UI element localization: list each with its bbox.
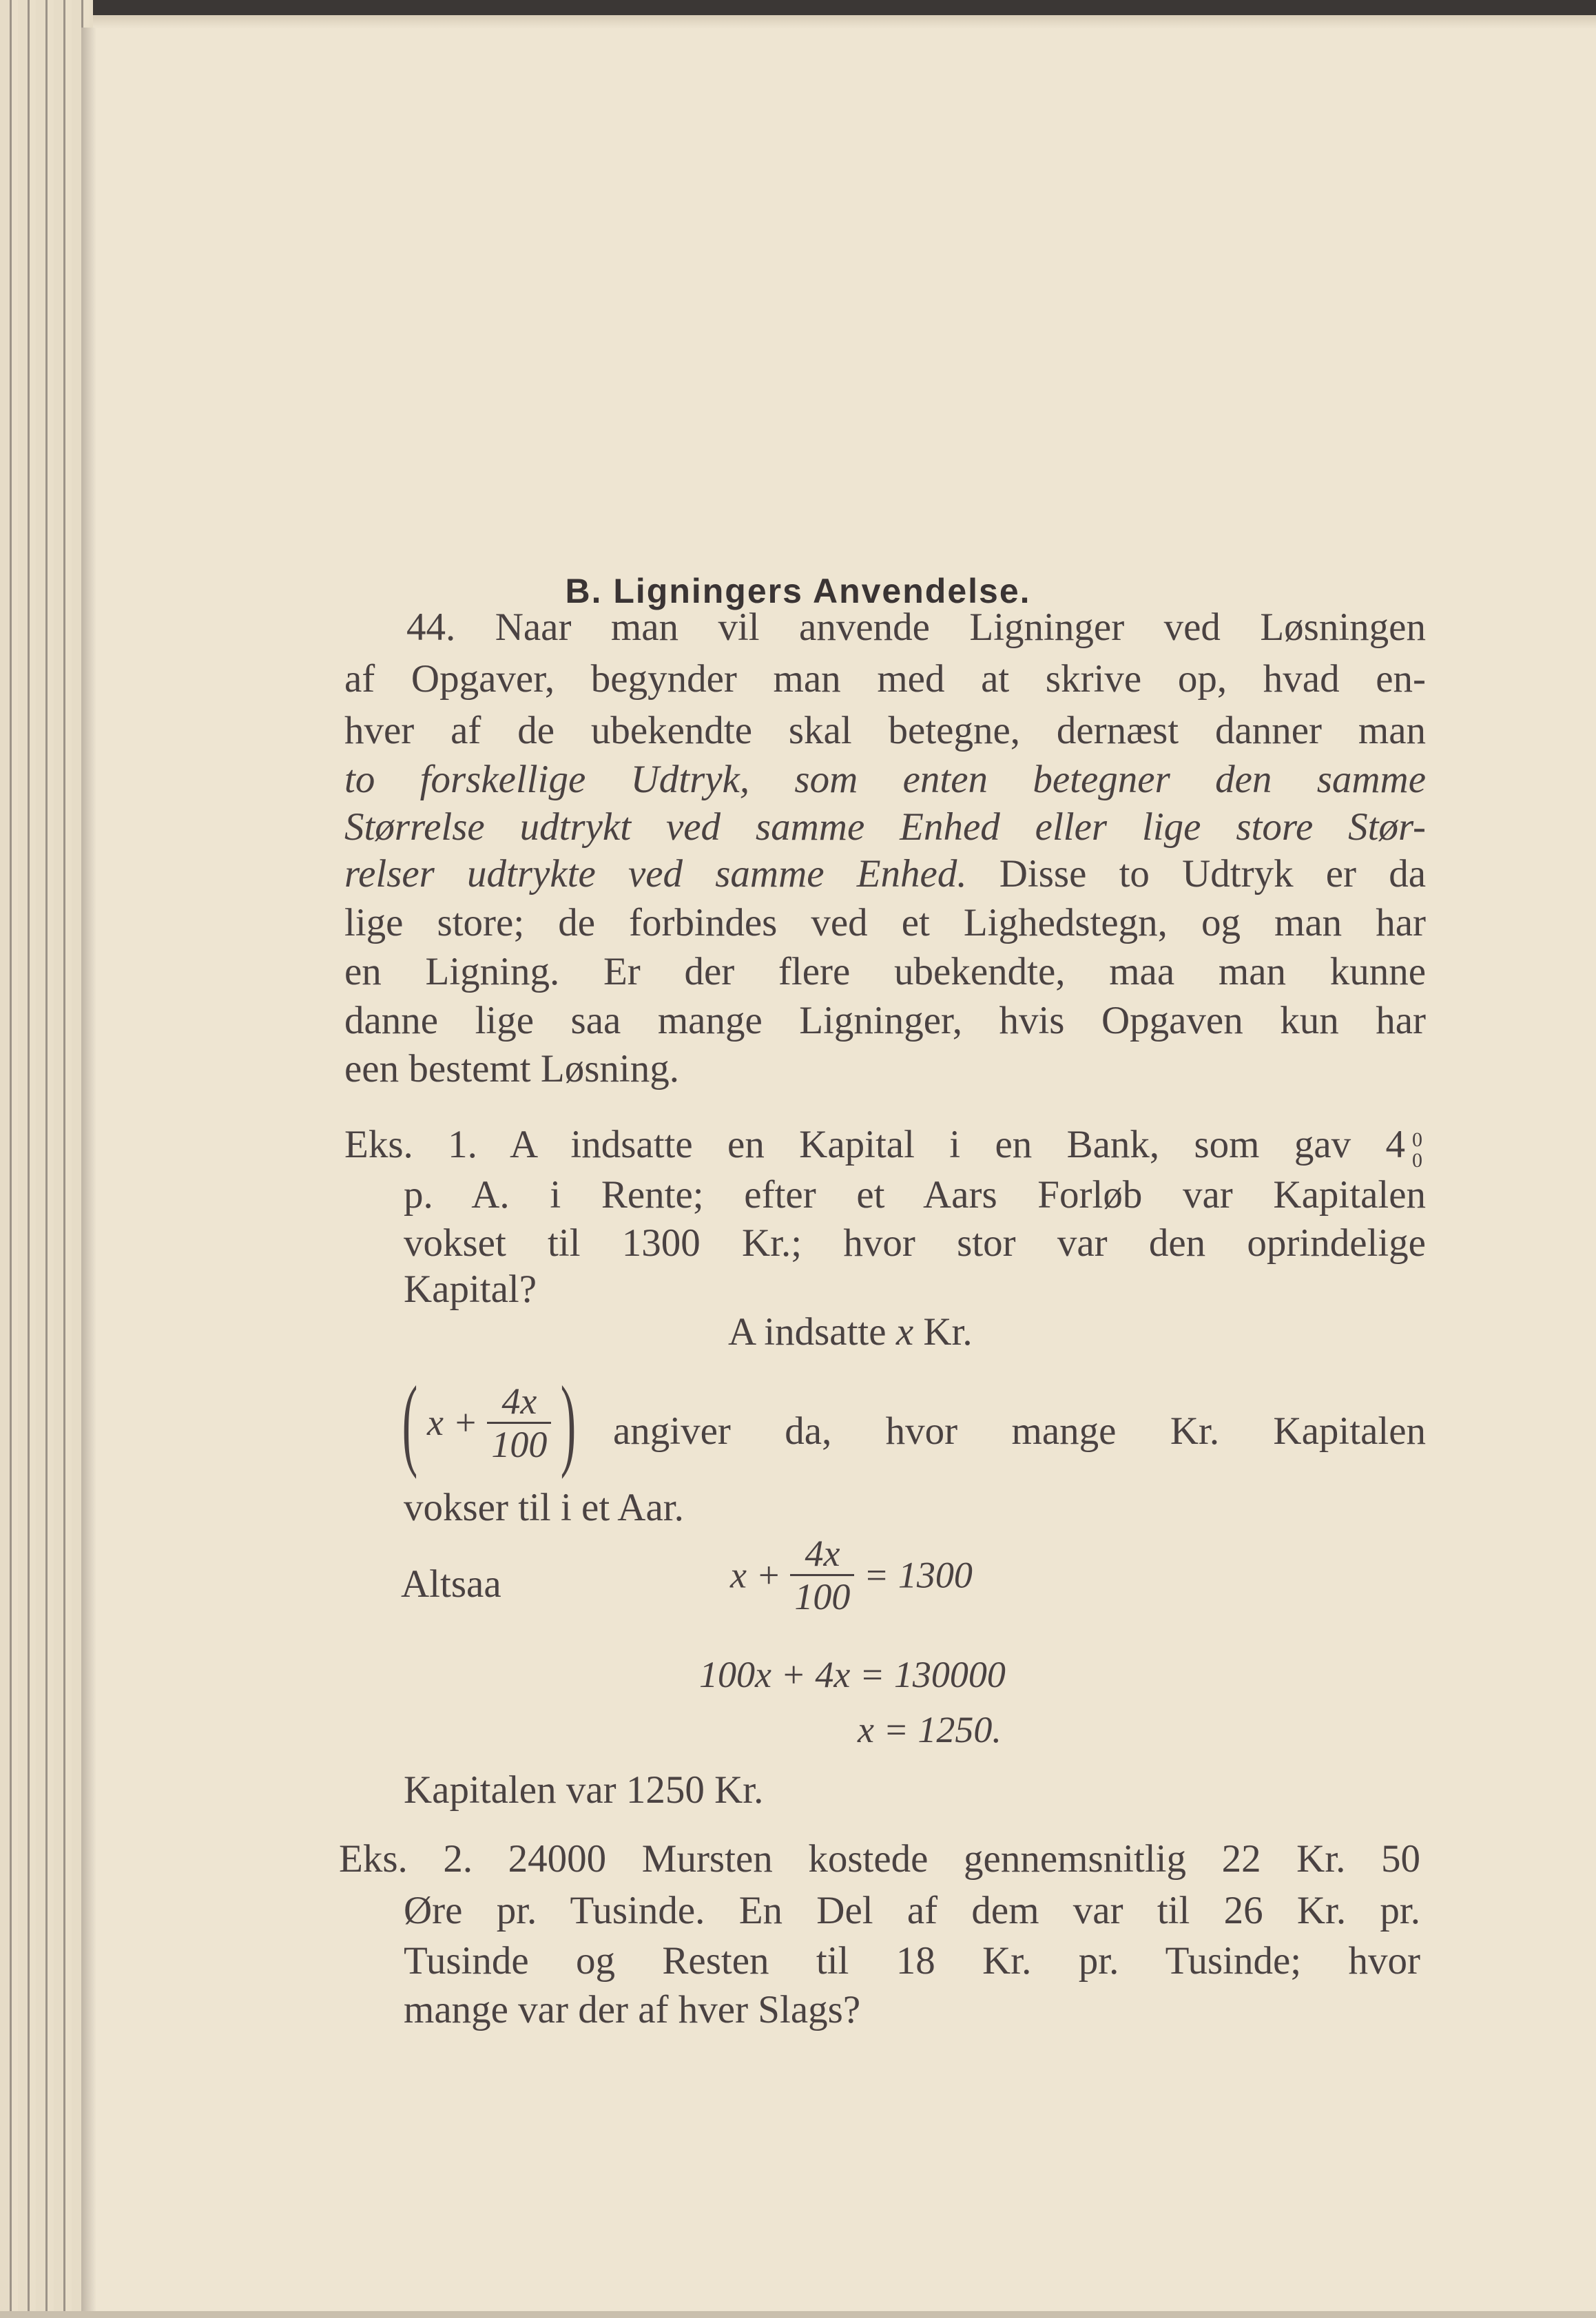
assumption-pre: A indsatte xyxy=(728,1310,896,1354)
text: en Ligning. Er der flere ubekendte, maa man kunne xyxy=(344,950,1426,993)
text: 44. Naar man vil anvende Ligninger ved Løsningen xyxy=(406,606,1426,649)
text: danne lige saa mange Ligninger, hvis Opgaven kun har xyxy=(344,999,1426,1042)
expression-parenthesized xyxy=(393,1365,585,1480)
text: lige store; de forbindes ved et Lighedstegn, og man har xyxy=(344,901,1426,944)
scan-top-border xyxy=(0,0,1596,15)
assumption-post: Kr. xyxy=(913,1310,973,1354)
left-paren: ( xyxy=(402,1365,418,1480)
paragraph-line xyxy=(344,996,1426,1046)
percent-bottom: 0 xyxy=(1412,1149,1422,1172)
eks1-line-4: Kapital? xyxy=(404,1267,537,1311)
assumption-var: x xyxy=(895,1310,914,1354)
paragraph-line xyxy=(406,603,1426,652)
eq1-den: 100 xyxy=(794,1576,851,1617)
eq1-num: 4x xyxy=(790,1533,854,1576)
page-top-shadow xyxy=(0,15,1596,29)
expr-text: angiver da, hvor mange Kr. Kapitalen xyxy=(613,1409,1426,1453)
text: een bestemt Løsning. xyxy=(344,1047,679,1090)
equation-3: x = 1250. xyxy=(858,1709,1002,1750)
italic-text: Størrelse udtrykt ved samme Enhed eller lige store Stør- xyxy=(344,805,1426,849)
italic-text: relser udtrykte ved samme Enhed. xyxy=(344,852,967,896)
expr-x: x + xyxy=(426,1402,478,1443)
eks2-line-3: Tusinde og Resten til 18 Kr. pr. Tusinde; hvor xyxy=(404,1939,1420,1983)
eq1-left: x + xyxy=(730,1554,781,1596)
eks2-line-4: mange var der af hver Slags? xyxy=(404,1988,861,2031)
eks2-line-1: Eks. 2. 24000 Mursten kostede gennemsnitlig 22 Kr. 50 xyxy=(339,1837,1420,1881)
text: hver af de ubekendte skal betegne, dernæst danner man xyxy=(344,709,1426,752)
paragraph-line xyxy=(344,849,1426,899)
paragraph-line xyxy=(344,755,1426,805)
eks1-line-2: p. A. i Rente; efter et Aars Forløb var Kapitalen xyxy=(404,1173,1426,1217)
eks1-line-1 xyxy=(344,1120,1405,1170)
eq1-fraction xyxy=(790,1533,854,1617)
text: Disse to Udtryk er da xyxy=(966,852,1426,896)
paragraph-line xyxy=(344,898,1426,948)
eq1-right: = 1300 xyxy=(863,1554,973,1596)
percent-top: 0 xyxy=(1412,1128,1422,1151)
italic-text: to forskellige Udtryk, som enten betegner den samme xyxy=(344,758,1426,801)
right-paren: ) xyxy=(561,1365,577,1480)
text: af Opgaver, begynder man med at skrive op, hvad en- xyxy=(344,657,1426,701)
page-bottom-edge xyxy=(0,2311,1596,2318)
paragraph-line xyxy=(344,654,1426,704)
page-gutter-shadow xyxy=(81,28,96,2318)
paragraph-line xyxy=(344,947,1426,997)
percent-sign xyxy=(1412,1130,1422,1171)
eks1-conclusion: Kapitalen var 1250 Kr. xyxy=(404,1768,764,1812)
expr-num: 4x xyxy=(487,1380,551,1424)
altsaa-label: Altsaa xyxy=(401,1562,501,1606)
equation-1 xyxy=(730,1533,973,1617)
page-edges xyxy=(0,0,93,2318)
expr-continuation: vokser til i et Aar. xyxy=(404,1486,684,1529)
paragraph-line xyxy=(344,706,1426,756)
paragraph-line xyxy=(344,803,1426,852)
section-heading: B. Ligningers Anvendelse. xyxy=(565,572,1031,610)
eks2-line-2: Øre pr. Tusinde. En Del af dem var til 26 Kr. pr. xyxy=(404,1889,1420,1932)
eks1-line-1-text: Eks. 1. A indsatte en Kapital i en Bank, som gav 4 xyxy=(344,1123,1405,1166)
eks1-line-3: vokset til 1300 Kr.; hvor stor var den oprindelige xyxy=(404,1221,1426,1265)
paragraph-line xyxy=(344,1044,679,1094)
assumption-line xyxy=(728,1307,973,1357)
expr-den: 100 xyxy=(491,1423,548,1465)
equation-2: 100x + 4x = 130000 xyxy=(699,1654,1006,1695)
expr-fraction xyxy=(487,1380,551,1465)
